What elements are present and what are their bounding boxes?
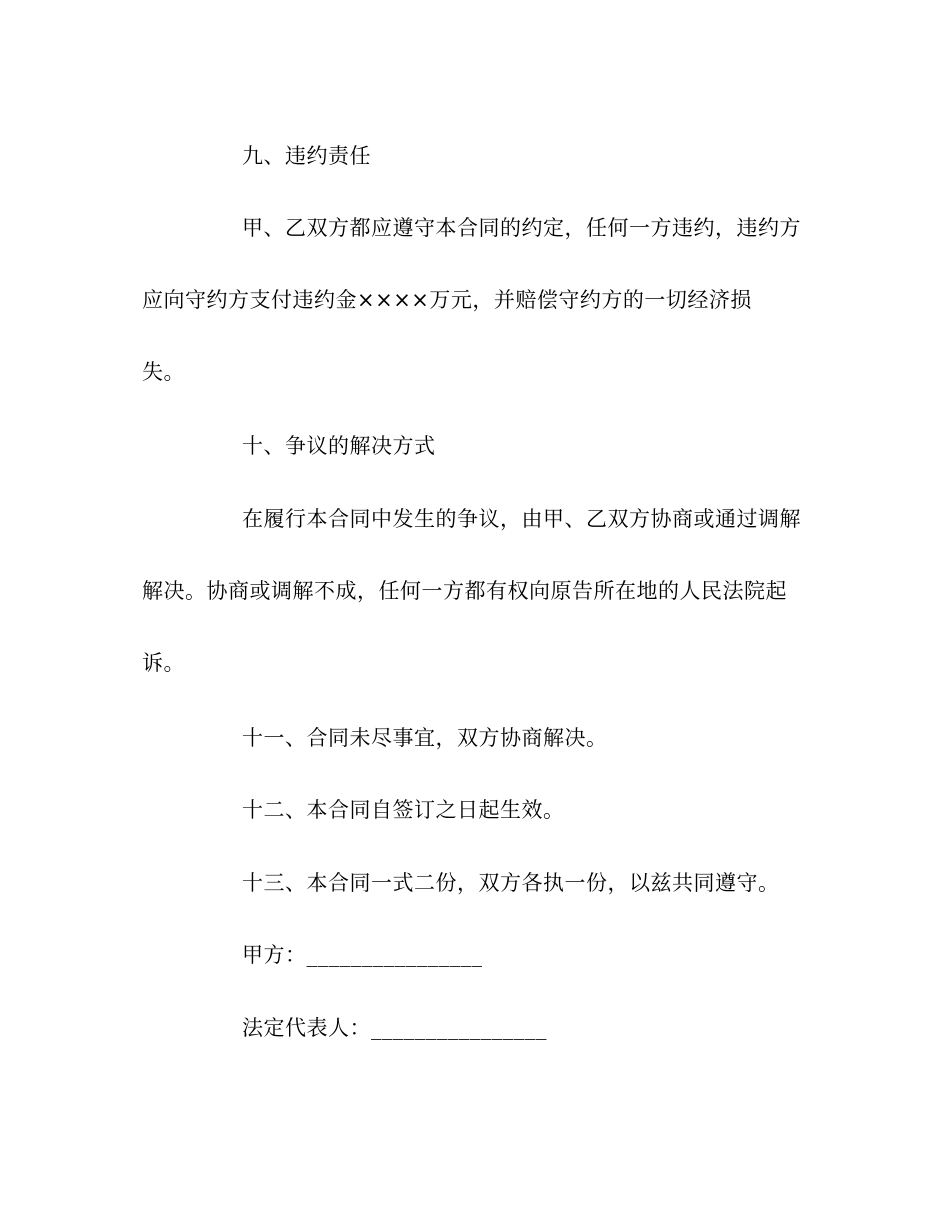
section-heading-dispute: 十、争议的解决方式 (242, 434, 436, 458)
dispute-paragraph-line: 在履行本合同中发生的争议，由甲、乙双方协商或通过调解 (242, 507, 801, 531)
party-a-blank: ________________ (306, 943, 483, 967)
breach-paragraph-line: 应向守约方支付违约金××××万元，并赔偿守约方的一切经济损 (142, 288, 752, 312)
party-a-signature-line (242, 941, 483, 969)
breach-paragraph-line: 失。 (142, 360, 185, 384)
dispute-paragraph-line: 解决。协商或调解不成，任何一方都有权向原告所在地的人民法院起 (142, 579, 787, 603)
legal-rep-blank: ________________ (371, 1016, 547, 1040)
legal-rep-signature-line (242, 1014, 547, 1042)
dispute-paragraph-line: 诉。 (142, 651, 185, 675)
clause-12: 十二、本合同自签订之日起生效。 (242, 798, 565, 822)
party-a-label: 甲方： (242, 943, 307, 967)
clause-13: 十三、本合同一式二份，双方各执一份，以兹共同遵守。 (242, 871, 780, 895)
section-heading-breach: 九、违约责任 (242, 144, 371, 168)
clause-11: 十一、合同未尽事宜，双方协商解决。 (242, 726, 608, 750)
breach-paragraph-line: 甲、乙双方都应遵守本合同的约定，任何一方违约，违约方 (242, 216, 801, 240)
legal-rep-label: 法定代表人： (242, 1016, 371, 1040)
